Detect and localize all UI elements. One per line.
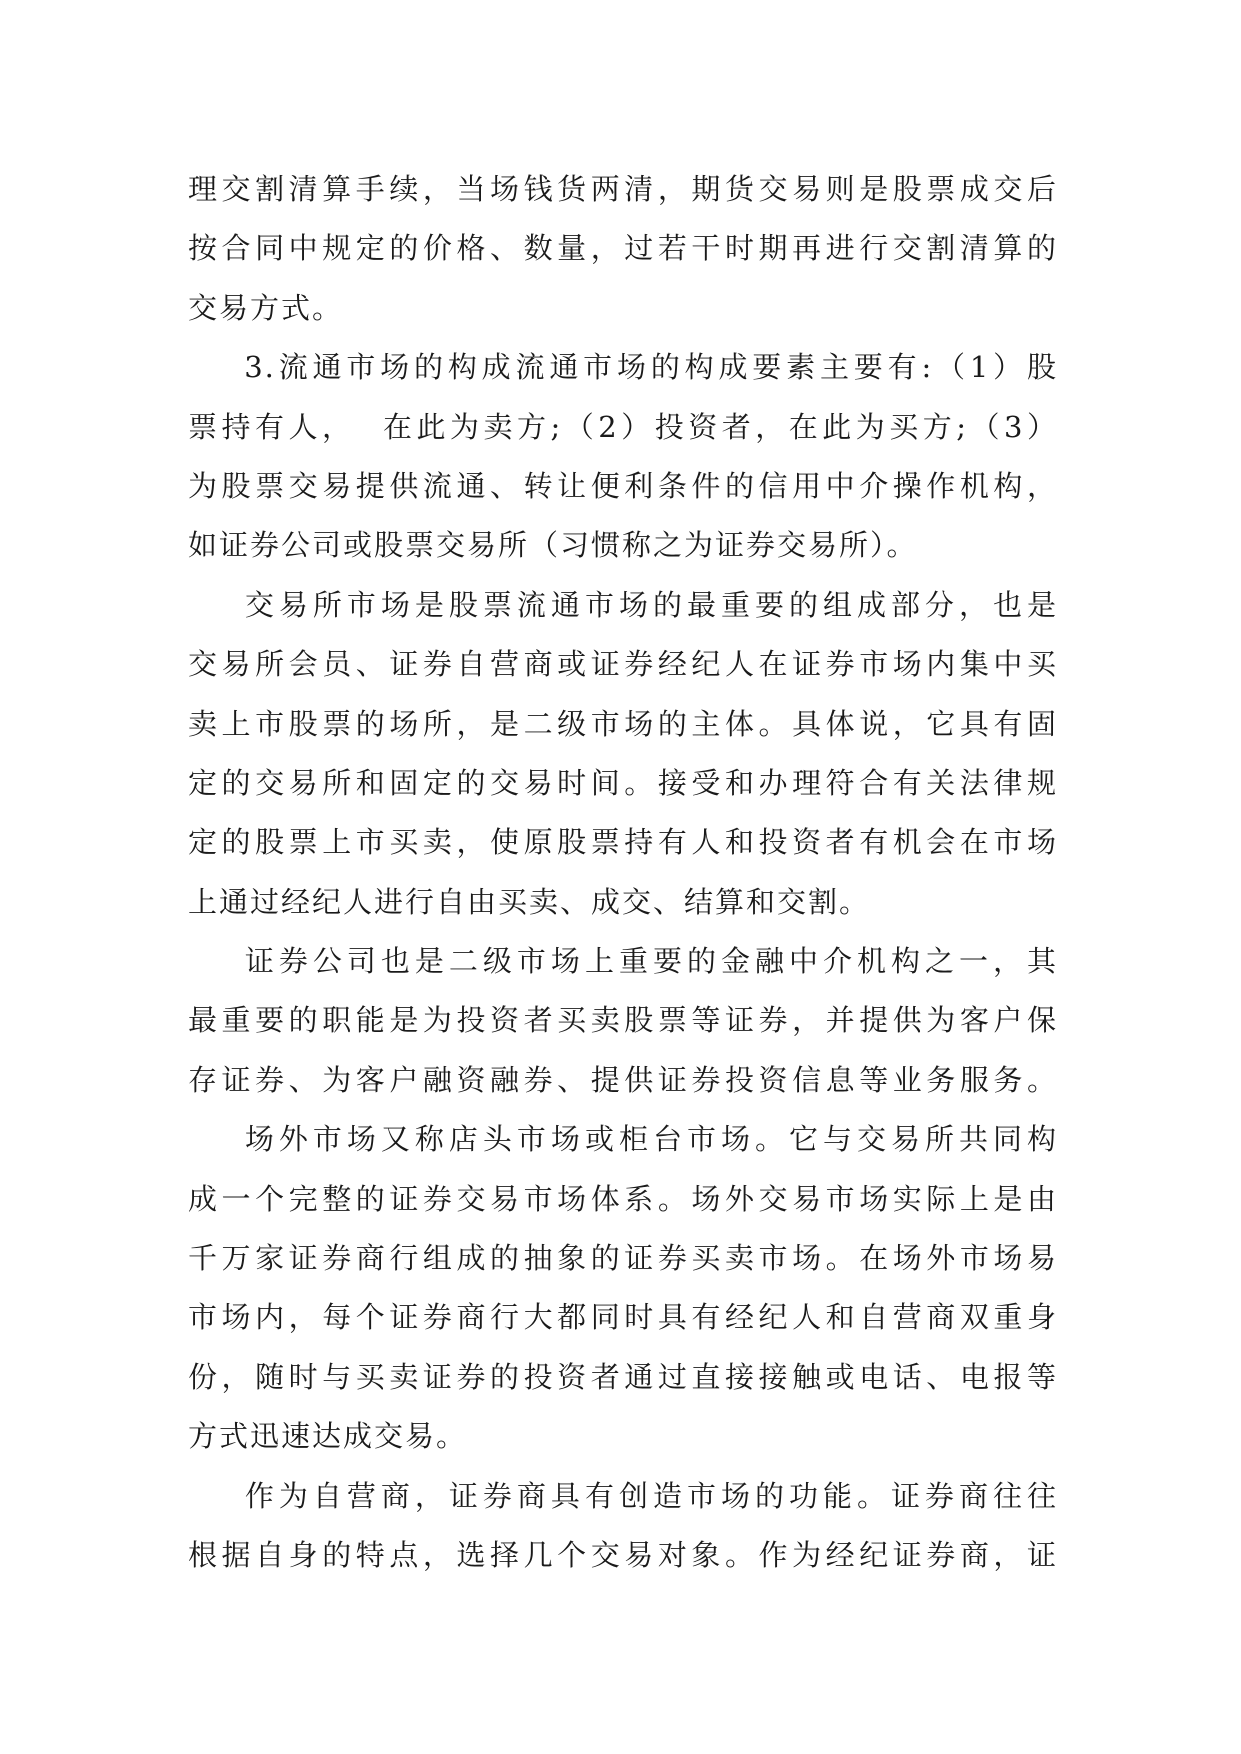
text-line: 交易所会员、证券自营商或证券经纪人在证券市场内集中买 xyxy=(188,647,1058,682)
body-text xyxy=(188,160,1058,1585)
text-line: 市场内，每个证券商行大都同时具有经纪人和自营商双重身 xyxy=(188,1300,1058,1335)
text-line: 成一个完整的证券交易市场体系。场外交易市场实际上是由 xyxy=(188,1181,1058,1216)
text-line: 作为自营商，证券商具有创造市场的功能。证券商往往 xyxy=(188,1478,1058,1513)
text-line: 理交割清算手续，当场钱货两清，期货交易则是股票成交后 xyxy=(188,172,1058,206)
text-line: 3.流通市场的构成流通市场的构成要素主要有:（1）股 xyxy=(188,350,1058,385)
text-line: 方式迅速达成交易。 xyxy=(188,1419,468,1454)
text-line: 卖上市股票的场所，是二级市场的主体。具体说，它具有固 xyxy=(188,706,1058,741)
text-line: 票持有人， 在此为卖方;（2）投资者，在此为买方;（3） xyxy=(188,409,1058,444)
text-line: 证券公司也是二级市场上重要的金融中介机构之一，其 xyxy=(188,944,1058,979)
text-line: 定的股票上市买卖，使原股票持有人和投资者有机会在市场 xyxy=(188,825,1058,860)
text-line: 份，随时与买卖证券的投资者通过直接接触或电话、电报等 xyxy=(188,1359,1058,1394)
text-line: 按合同中规定的价格、数量，过若干时期再进行交割清算的 xyxy=(188,231,1058,266)
text-line: 场外市场又称店头市场或柜台市场。它与交易所共同构 xyxy=(188,1122,1058,1157)
text-line: 最重要的职能是为投资者买卖股票等证券，并提供为客户保 xyxy=(188,1003,1058,1038)
text-line: 存证券、为客户融资融券、提供证券投资信息等业务服务。 xyxy=(188,1062,1058,1097)
text-line: 交易方式。 xyxy=(188,290,344,325)
text-line: 交易所市场是股票流通市场的最重要的组成部分，也是 xyxy=(188,587,1058,622)
text-line: 如证券公司或股票交易所（习惯称之为证券交易所）。 xyxy=(188,528,918,563)
text-line: 千万家证券商行组成的抽象的证券买卖市场。在场外市场易 xyxy=(188,1241,1058,1276)
text-line: 定的交易所和固定的交易时间。接受和办理符合有关法律规 xyxy=(188,765,1058,800)
text-line: 上通过经纪人进行自由买卖、成交、结算和交割。 xyxy=(188,884,871,919)
text-line: 根据自身的特点，选择几个交易对象。作为经纪证券商，证 xyxy=(188,1537,1058,1572)
text-line: 为股票交易提供流通、转让便利条件的信用中介操作机构， xyxy=(188,468,1058,503)
